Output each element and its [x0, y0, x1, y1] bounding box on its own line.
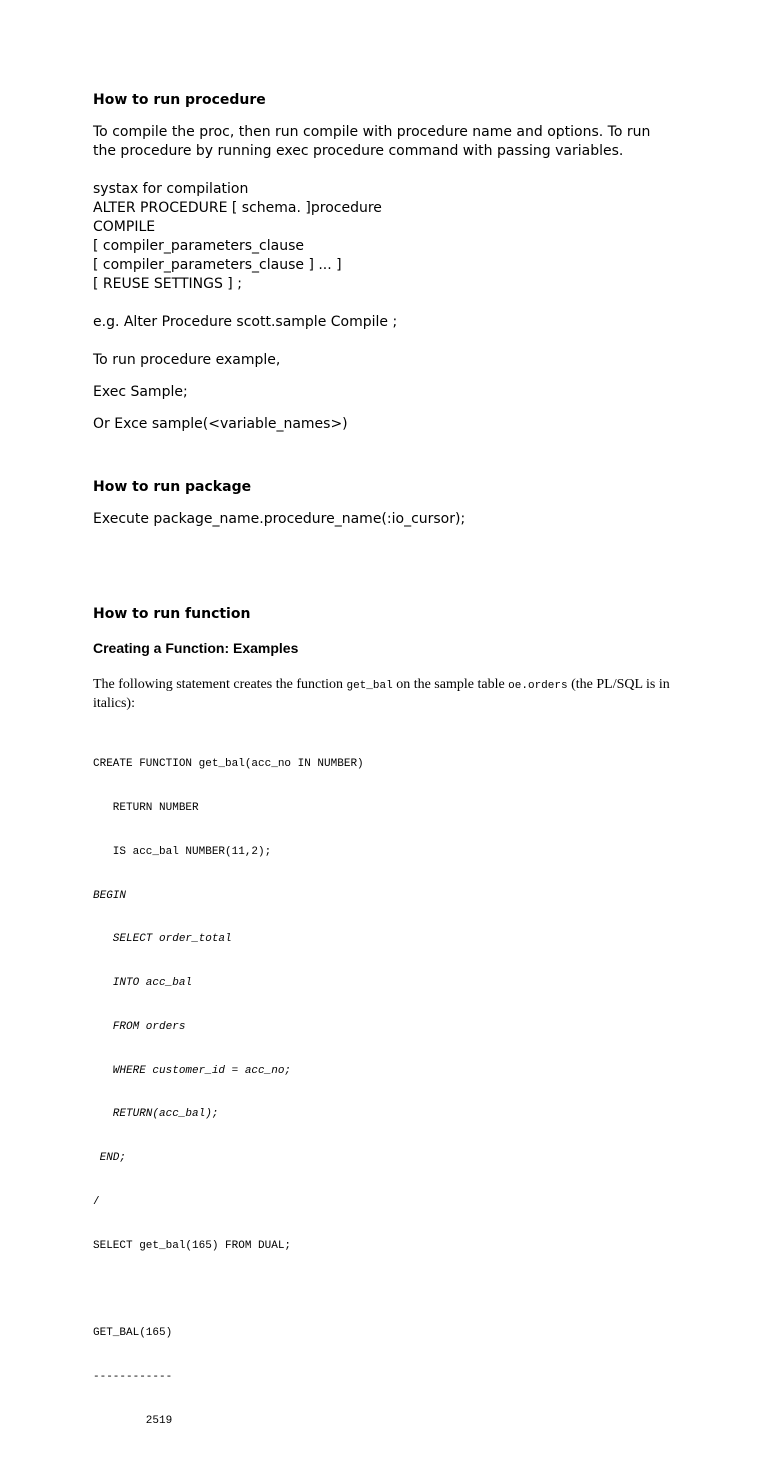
code-line: / — [93, 1196, 100, 1208]
description-text: on the sample table — [392, 677, 509, 692]
code-block — [93, 728, 364, 1458]
inline-code-oe-orders: oe.orders — [508, 680, 568, 692]
description-text: (the PL/SQL is in italics): — [93, 677, 670, 711]
procedure-intro-line-2: the procedure by running exec procedure command with passing variables. — [93, 143, 624, 159]
exce-sample-line: Or Exce sample(<variable_names>) — [93, 416, 348, 432]
description-text: The following statement creates the function — [93, 677, 347, 692]
inline-code-get-bal: get_bal — [346, 680, 393, 692]
code-line: GET_BAL(165) — [93, 1327, 173, 1340]
heading-run-function: How to run function — [93, 606, 251, 622]
exec-sample-line: Exec Sample; — [93, 384, 188, 400]
procedure-intro-line-1: To compile the proc, then run compile with procedure name and options. To run — [93, 124, 651, 140]
syntax-line: COMPILE — [93, 219, 156, 235]
code-line — [93, 1283, 364, 1298]
code-line: ------------ — [93, 1371, 173, 1384]
syntax-line: [ REUSE SETTINGS ] ; — [93, 276, 242, 292]
code-line: WHERE customer_id = acc_no; — [93, 1064, 292, 1077]
compile-example: e.g. Alter Procedure scott.sample Compile ; — [93, 314, 398, 330]
code-line: IS acc_bal NUMBER(11,2); — [93, 845, 272, 858]
function-description — [93, 676, 673, 713]
heading-run-procedure: How to run procedure — [93, 92, 266, 108]
code-line: 2519 — [93, 1414, 173, 1427]
syntax-line: systax for compilation — [93, 181, 249, 197]
package-execute-line: Execute package_name.procedure_name(:io_cursor); — [93, 511, 466, 527]
run-procedure-intro: To run procedure example, — [93, 352, 281, 368]
code-line: RETURN(acc_bal); — [93, 1108, 219, 1121]
heading-creating-function-examples: Creating a Function: Examples — [93, 640, 299, 656]
code-line: END; — [93, 1152, 127, 1165]
code-line: FROM orders — [93, 1020, 186, 1033]
code-line: CREATE FUNCTION get_bal(acc_no IN NUMBER) — [93, 758, 364, 771]
syntax-line: [ compiler_parameters_clause — [93, 238, 304, 254]
heading-run-package: How to run package — [93, 479, 252, 495]
syntax-line: ALTER PROCEDURE [ schema. ]procedure — [93, 200, 382, 216]
code-line: SELECT get_bal(165) FROM DUAL; — [93, 1239, 292, 1252]
code-line: INTO acc_bal — [93, 977, 193, 990]
code-line: RETURN NUMBER — [93, 801, 199, 814]
code-line: BEGIN — [93, 889, 127, 902]
syntax-line: [ compiler_parameters_clause ] ... ] — [93, 257, 342, 273]
code-line: SELECT order_total — [93, 933, 232, 946]
